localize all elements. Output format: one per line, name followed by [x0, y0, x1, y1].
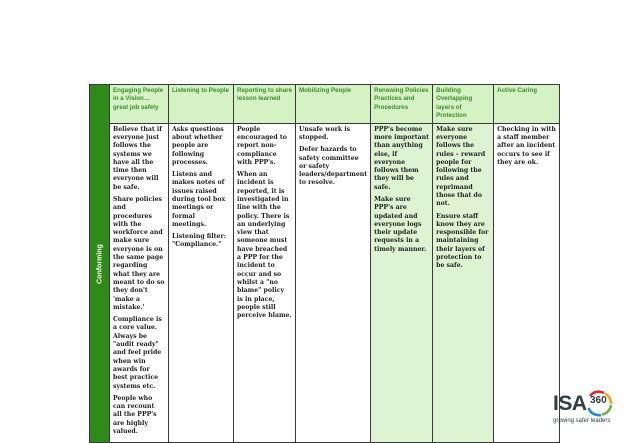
header-listening: Listening to People	[169, 85, 234, 124]
cell-text: Believe that if everyone just follows the systems we have all the time then everyone will be safe.	[113, 125, 162, 191]
cell-engaging-people	[110, 123, 169, 443]
cell-text: Listening filter: "Compliance."	[172, 233, 226, 249]
cell-active-caring	[494, 123, 560, 443]
header-row	[90, 85, 560, 124]
cell-reporting	[234, 123, 296, 443]
row-label-text: Conforming	[96, 243, 103, 284]
logo-tagline: growing safer leaders	[553, 418, 611, 424]
logo-brand: ISA	[553, 392, 587, 415]
cell-mobilizing	[296, 123, 371, 443]
cell-text: Unsafe work is stopped.	[299, 125, 351, 141]
row-label-conforming	[90, 85, 110, 443]
cell-text: Listens and makes notes of issues raised during tool box meetings or formal meetings.	[172, 171, 226, 228]
cell-listening	[169, 123, 234, 443]
cell-text: Defer hazards to safety committee or safety leaders/department to resolve.	[299, 146, 368, 187]
cell-renewing-policies	[371, 123, 433, 443]
header-building-layers: Building Overlapping layers of Protection	[433, 85, 494, 124]
header-active-caring: Active Caring	[494, 85, 560, 124]
cell-building-layers	[433, 123, 494, 443]
conforming-row	[90, 123, 560, 443]
logo-number: 360	[590, 395, 607, 406]
header-reporting: Reporting to share lesson learned	[234, 85, 296, 124]
isa360-logo	[553, 390, 619, 430]
cell-text: Make sure PPP's are updated and everyone logs their update requests in a timely manner.	[374, 196, 427, 253]
cell-text: Make sure everyone follows the rules – reward people for following the rules and reprimand those that do not.	[436, 125, 486, 208]
cell-text: Compliance is a core value. Always be "audit ready" and feel pride when win awards for best practice systems etc.	[113, 316, 162, 390]
conforming-table	[89, 84, 560, 443]
cell-text: People encouraged to report non-compliance with PPP's.	[237, 125, 287, 166]
header-mobilizing: Mobilizing People	[296, 85, 371, 124]
cell-text: PPP's become more important than anything else, if everyone follows them they will be safe.	[374, 125, 429, 191]
cell-text: When an incident is reported, it is investigated in line with the policy. There is an underlying view that someone must have breached a PPP for the incident to occur and so whilst a "no blame" policy is in place, people still perceive blame.	[237, 171, 292, 320]
cell-text: Share policies and procedures with the workforce and make sure everyone is on the same page regarding what they are meant to do so they don't 'make a mistake.'	[113, 196, 165, 311]
cell-text: Asks questions about whether people are following processes.	[172, 125, 224, 166]
header-engaging-people: Engaging People in a Vision…great job safely	[110, 85, 169, 124]
cell-text: Checking in with a staff member after an incident occurs to see if they are ok.	[497, 125, 556, 166]
cell-text: People who can recount all the PPP's are highly valued.	[113, 394, 157, 436]
header-renewing-policies: Renewing Policies Practices and Procedures	[371, 85, 433, 124]
cell-text: Ensure staff know they are responsible for maintaining their layers of protection to be safe.	[436, 212, 489, 270]
